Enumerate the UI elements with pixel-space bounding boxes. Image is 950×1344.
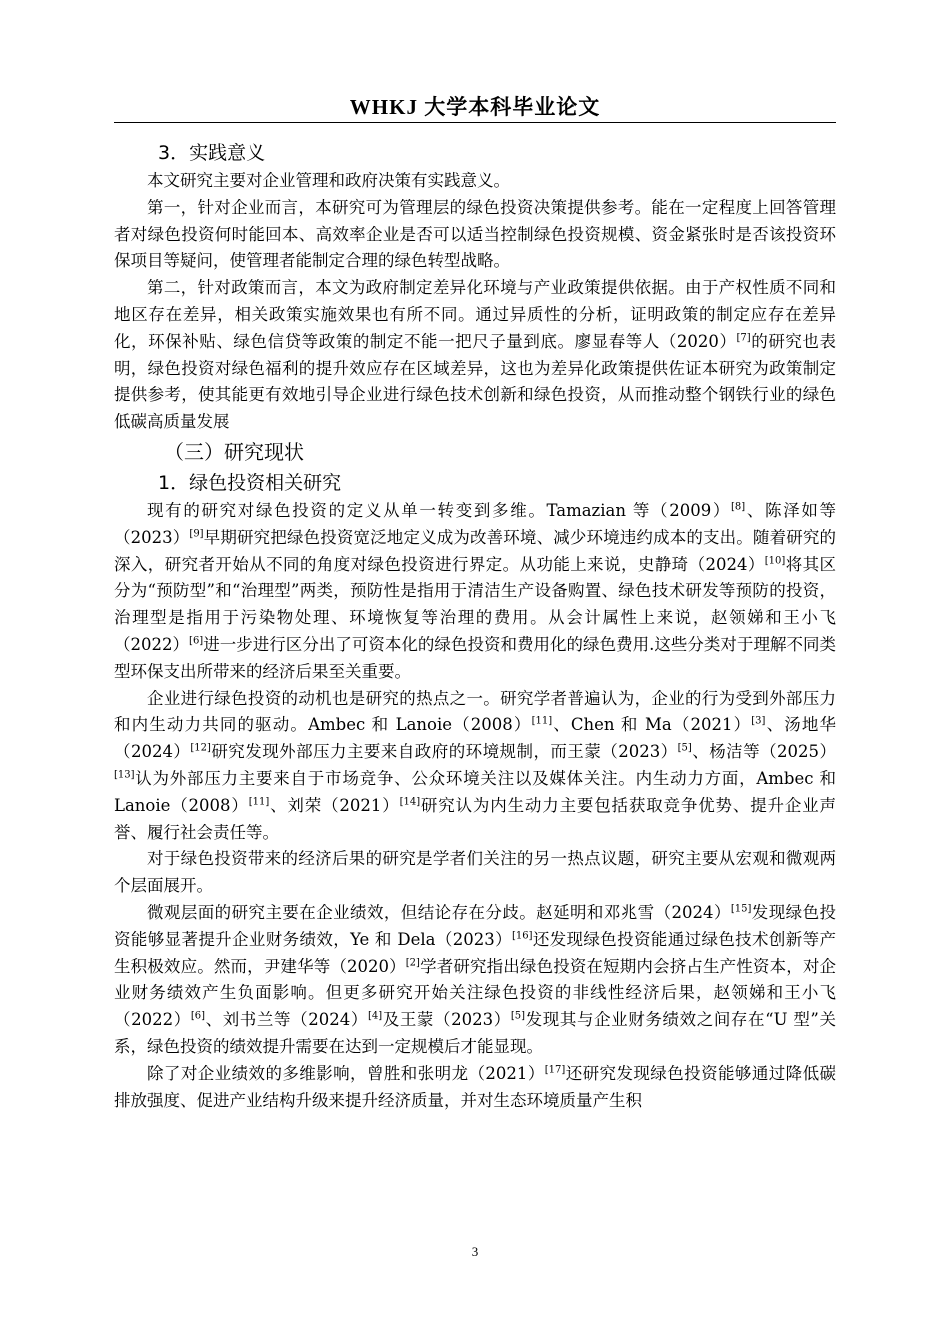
- paragraph-text: 将其区分为“预防型”和“治理型”两类，预防性是指用于清洁生产设备购置、绿色技术研发等预防的投资，治理型是指用于污染物处理、环境恢复等治理的费用。从会计属性上来说，赵领娣和王小飞（2022）: [114, 554, 836, 654]
- citation-ref: [6]: [190, 1010, 205, 1022]
- paragraph-text: 学者研究指出绿色投资在短期内会挤占生产性资本，对企业财务绩效产生负面影响。但更多研究开始关注绿色投资的非线性经济后果，赵领娣和王小飞（2022）: [114, 956, 836, 1030]
- citation-ref: [3]: [751, 715, 766, 727]
- page-number: 3: [471, 1244, 479, 1259]
- paragraph-text: 发现绿色投资能够显著提升企业财务绩效，Ye 和 Dela（2023）: [114, 902, 836, 949]
- section-heading: （三）研究现状: [164, 439, 304, 464]
- paragraph-text: 早期研究把绿色投资宽泛地定义成为改善环境、减少环境违约成本的支出。随着研究的深入，研究者开始从不同的角度对绿色投资进行界定。从功能上来说，史静琦（2024）: [114, 527, 836, 574]
- paragraph-text: 的研究也表明，绿色投资对绿色福利的提升效应存在区域差异，这也为差异化政策提供佐证本研究为政策制定提供参考，使其能更有效地引导企业进行绿色技术创新和绿色投资，从而推动整个钢铁行业的绿色低碳高质量发展: [114, 331, 836, 432]
- paragraph-text: 、汤地华（2024）: [114, 715, 836, 762]
- citation-ref: [6]: [189, 635, 204, 647]
- paragraph-text: 及王蒙（2023）: [382, 1010, 511, 1030]
- paragraph-text: 还研究发现绿色投资能够通过降低碳排放强度、促进产业结构升级来提升经济质量，并对生态环境质量产生积: [114, 1063, 837, 1110]
- paragraph-text: 现有的研究对绿色投资的定义从单一转变到多维。Tamazian 等（2009）: [147, 500, 732, 520]
- paragraph: [114, 1061, 836, 1115]
- paragraph-text: 、刘荣（2021）: [269, 795, 400, 815]
- citation-ref: [16]: [511, 930, 533, 942]
- paragraph-text: 、刘书兰等（2024）: [204, 1010, 368, 1030]
- paragraph-text: 除了对企业绩效的多维影响，曾胜和张明龙（2021）: [147, 1063, 545, 1083]
- header-rule: [114, 122, 836, 123]
- paragraph: [114, 195, 836, 275]
- section-heading: 1．绿色投资相关研究: [158, 471, 342, 494]
- page-header: WHKJ 大学本科毕业论文: [349, 95, 601, 119]
- paragraph-text: 微观层面的研究主要在企业绩效，但结论存在分歧。赵延明和邓兆雪（2024）: [147, 902, 731, 922]
- paragraph-text: 还发现绿色投资能通过绿色技术创新等产生积极效应。然而，尹建华等（2020）: [114, 929, 837, 976]
- paragraph-text: 研究发现外部压力主要来自政府的环境规制，而王蒙（2023）: [210, 742, 678, 762]
- paragraph: [114, 168, 836, 195]
- paragraph-text: 、Chen 和 Ma（2021）: [552, 715, 752, 735]
- citation-ref: [10]: [764, 555, 786, 567]
- paragraph: [114, 900, 836, 1061]
- citation-ref: [5]: [677, 742, 692, 754]
- citation-ref: [9]: [189, 528, 204, 540]
- paragraph-text: 研究认为内生动力主要包括获取竞争优势、提升企业声誉、履行社会责任等。: [114, 795, 837, 842]
- citation-ref: [5]: [510, 1010, 526, 1022]
- paragraph-text: 、杨洁等（2025）: [691, 742, 836, 762]
- citation-ref: [12]: [190, 742, 211, 754]
- paragraph: [114, 846, 836, 900]
- paragraph-text: 进一步进行区分出了可资本化的绿色投资和费用化的绿色费用.这些分类对于理解不同类型环保支出所带来的经济后果至关重要。: [114, 634, 837, 681]
- paragraph-text: 第二，针对政策而言，本文为政府制定差异化环境与产业政策提供依据。由于产权性质不同和地区存在差异，相关政策实施效果也有所不同。通过异质性的分析，证明政策的制定应存在差异化，环保补贴、绿色信贷等政策的制定不能一把尺子量到底。廖显春等人（2020）: [114, 278, 836, 351]
- paragraph-text: 对于绿色投资带来的经济后果的研究是学者们关注的另一热点议题，研究主要从宏观和微观两个层面展开。: [114, 849, 836, 896]
- citation-ref: [8]: [731, 501, 746, 513]
- body-content: [114, 138, 836, 1114]
- paragraph-text: 企业进行绿色投资的动机也是研究的热点之一。研究学者普遍认为，企业的行为受到外部压力和内生动力共同的驱动。Ambec 和 Lanoie（2008）: [114, 688, 836, 735]
- citation-ref: [14]: [399, 796, 421, 808]
- citation-ref: [11]: [531, 715, 553, 727]
- citation-ref: [15]: [730, 903, 752, 915]
- citation-ref: [13]: [114, 769, 135, 781]
- section-heading: 3．实践意义: [158, 142, 266, 164]
- citation-ref: [4]: [367, 1010, 383, 1022]
- paragraph: [114, 686, 836, 847]
- citation-ref: [11]: [248, 796, 270, 808]
- citation-ref: [7]: [736, 332, 751, 344]
- citation-ref: [17]: [544, 1064, 566, 1076]
- paragraph: [114, 498, 836, 686]
- paragraph-text: 第一，针对企业而言，本研究可为管理层的绿色投资决策提供参考。能在一定程度上回答管理者对绿色投资何时能回本、高效率企业是否可以适当控制绿色投资规模、资金紧张时是否该投资环保项目等疑问，使管理者能制定合理的绿色转型战略。: [114, 197, 836, 271]
- paragraph-text: 本文研究主要对企业管理和政府决策有实践意义。: [147, 171, 510, 190]
- paragraph-text: 发现其与企业财务绩效之间存在“U 型”关系，绿色投资的绩效提升需要在达到一定规模后才能显现。: [114, 1010, 836, 1056]
- paragraph: [114, 275, 836, 436]
- paragraph-text: 、陈泽如等（2023）: [114, 500, 837, 547]
- paragraph-text: 认为外部压力主要来自于市场竞争、公众环境关注以及媒体关注。内生动力方面，Ambec 和 Lanoie（2008）: [114, 768, 836, 815]
- citation-ref: [2]: [405, 957, 420, 969]
